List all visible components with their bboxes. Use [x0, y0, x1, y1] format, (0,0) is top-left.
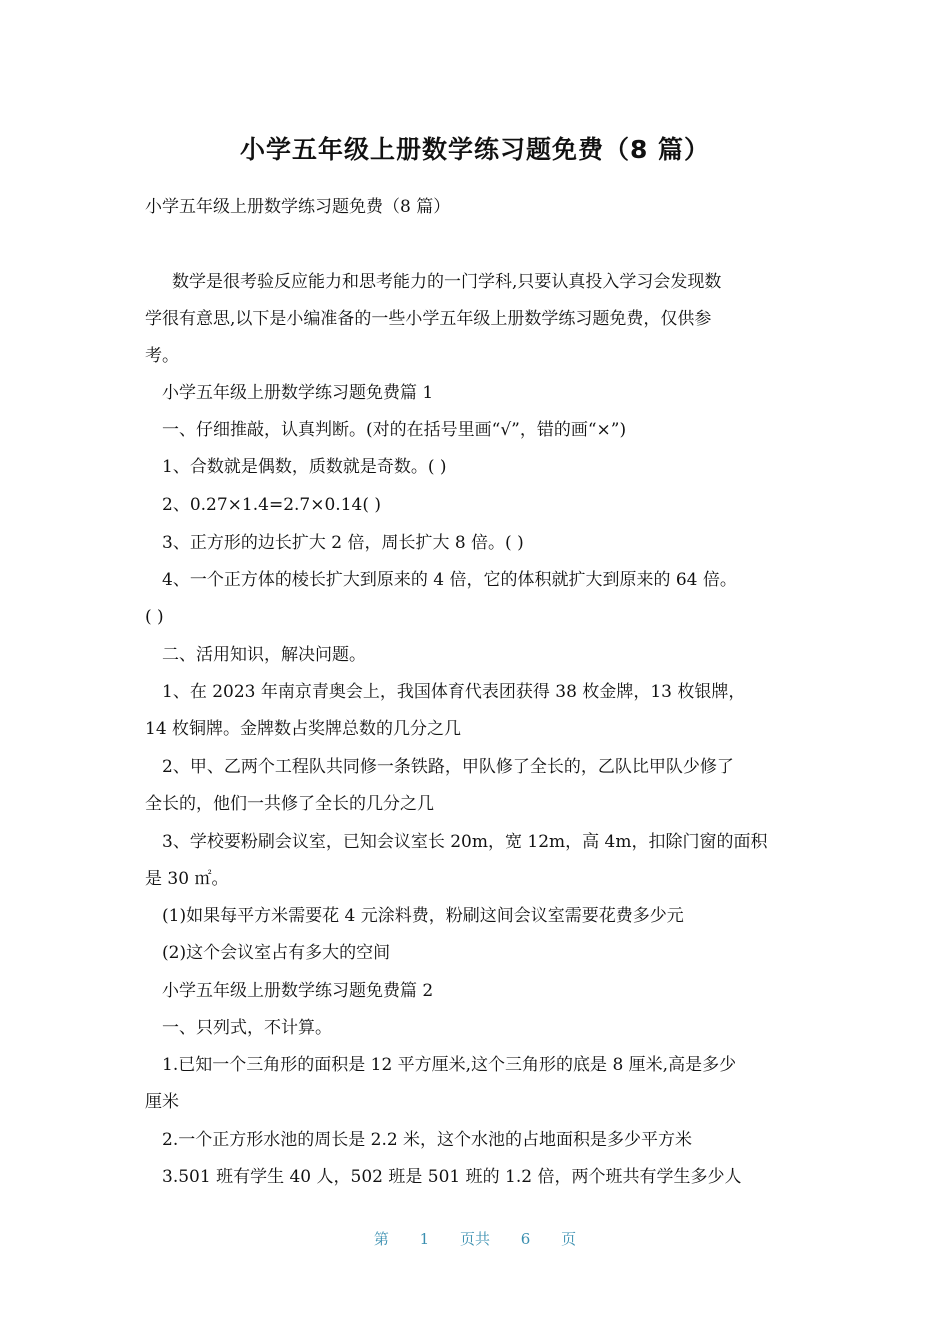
question-line: 全长的，他们一共修了全长的几分之几	[145, 794, 434, 814]
question-line: 1、合数就是偶数，质数就是奇数。( )	[162, 457, 447, 477]
footer-page-number: 1	[419, 1230, 430, 1248]
page-footer	[0, 1228, 950, 1249]
question-line: 3、正方形的边长扩大 2 倍，周长扩大 8 倍。( )	[162, 533, 524, 553]
subtitle-line: 小学五年级上册数学练习题免费（8 篇）	[145, 197, 451, 217]
section-heading: 小学五年级上册数学练习题免费篇 2	[162, 981, 434, 1001]
footer-prefix: 第	[373, 1230, 389, 1248]
question-line: 2、0.27×1.4=2.7×0.14( )	[162, 495, 381, 515]
question-line: 3、学校要粉刷会议室，已知会议室长 20m，宽 12m，高 4m，扣除门窗的面积	[162, 832, 768, 852]
footer-middle: 页共	[459, 1230, 490, 1248]
question-line: 一、仔细推敲，认真判断。(对的在括号里画“√”，错的画“×”)	[162, 420, 627, 440]
question-line: ( )	[145, 607, 164, 627]
question-line: 4、一个正方体的棱长扩大到原来的 4 倍，它的体积就扩大到原来的 64 倍。	[162, 570, 737, 590]
question-line: 2.一个正方形水池的周长是 2.2 米，这个水池的占地面积是多少平方米	[162, 1130, 693, 1150]
question-line: 14 枚铜牌。金牌数占奖牌总数的几分之几	[145, 719, 462, 739]
paragraph-line: 考。	[145, 346, 179, 366]
question-line: 1、在 2023 年南京青奥会上，我国体育代表团获得 38 枚金牌，13 枚银牌，	[162, 682, 746, 702]
question-line: 3.501 班有学生 40 人，502 班是 501 班的 1.2 倍，两个班共有学生多少人	[162, 1167, 742, 1187]
question-line: 一、只列式，不计算。	[162, 1018, 332, 1038]
question-line: (1)如果每平方米需要花 4 元涂料费，粉刷这间会议室需要花费多少元	[162, 906, 684, 926]
question-line: 1.已知一个三角形的面积是 12 平方厘米,这个三角形的底是 8 厘米,高是多少	[162, 1055, 737, 1075]
document-title: 小学五年级上册数学练习题免费（8 篇）	[239, 135, 711, 164]
footer-suffix: 页	[561, 1230, 577, 1248]
question-line: (2)这个会议室占有多大的空间	[162, 943, 391, 963]
section-heading: 小学五年级上册数学练习题免费篇 1	[162, 383, 434, 403]
question-line: 二、活用知识，解决问题。	[162, 645, 366, 665]
question-line: 是 30 ㎡。	[145, 869, 229, 889]
paragraph-line: 数学是很考验反应能力和思考能力的一门学科,只要认真投入学习会发现数	[172, 272, 722, 292]
footer-total-pages: 6	[520, 1230, 531, 1248]
paragraph-line: 学很有意思,以下是小编准备的一些小学五年级上册数学练习题免费，仅供参	[145, 309, 712, 329]
question-line: 厘米	[145, 1092, 179, 1112]
question-line: 2、甲、乙两个工程队共同修一条铁路，甲队修了全长的，乙队比甲队少修了	[162, 757, 734, 777]
